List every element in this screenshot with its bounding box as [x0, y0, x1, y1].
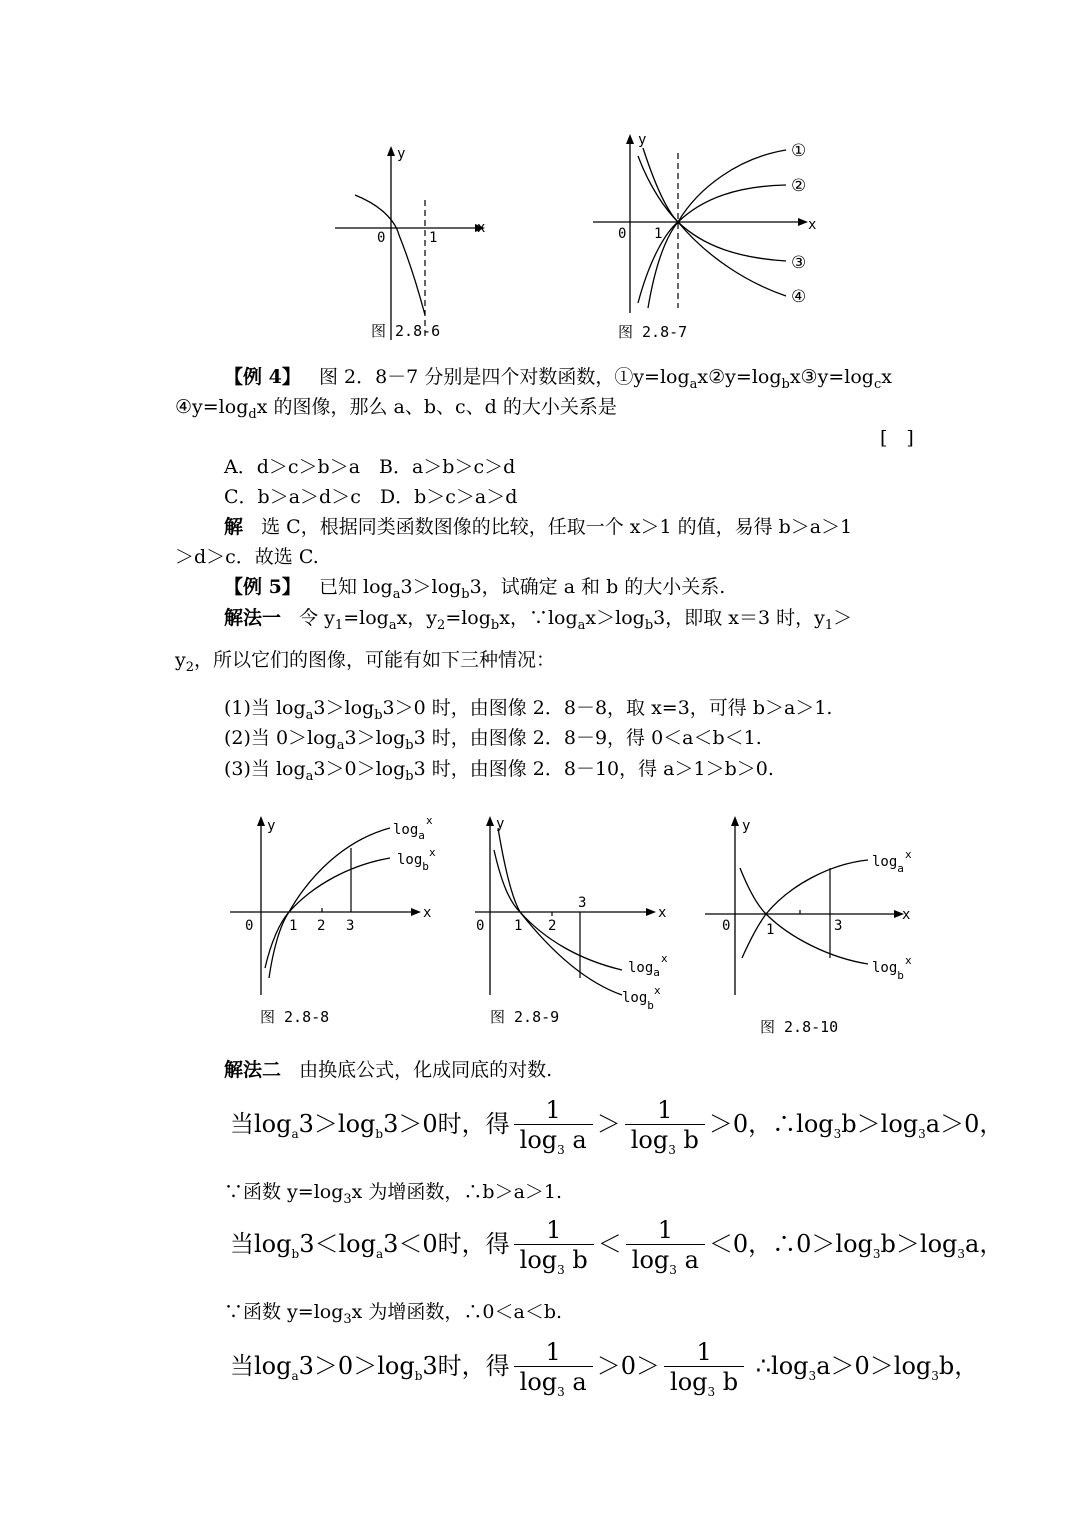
text-run: 3，试确定 a 和 b 的大小关系.: [469, 576, 726, 598]
subscript: 3: [833, 1127, 842, 1141]
subscript: 3: [808, 1369, 817, 1383]
text-run: 3 时，由图像 2．8－10，得 a＞1＞b＞0.: [413, 758, 774, 780]
text-run: =log: [445, 607, 491, 629]
fraction: [664, 1338, 744, 1397]
example-4-line-2: [175, 395, 617, 422]
formula-line-1: [230, 1096, 1003, 1155]
method-2-line: [224, 1058, 552, 1082]
tick-label-3: 3: [346, 918, 355, 934]
subscript: 3: [872, 1247, 881, 1261]
subscript: b: [291, 1247, 300, 1261]
subscript: 3: [343, 1192, 352, 1207]
text-run: log: [622, 990, 648, 1006]
options-a-b: A．d＞c＞b＞a B．a＞b＞c＞d: [224, 456, 516, 478]
text-run: b: [564, 1246, 588, 1274]
numerator: 1: [545, 1096, 561, 1124]
subscript: a: [305, 769, 314, 784]
text-run: x: [881, 366, 892, 388]
origin-label: 0: [245, 918, 254, 934]
axis-label-y: y: [638, 132, 647, 148]
numerator: 1: [657, 1216, 673, 1244]
text-run: x②y=log: [697, 366, 782, 388]
superscript: x: [429, 846, 436, 859]
example-4-line-1: [224, 365, 892, 392]
figure-2-8-10: [700, 810, 925, 1040]
figure-2-8-8: [225, 810, 450, 1030]
text-run: 3＞log: [313, 697, 375, 719]
solution-line-1: [224, 515, 852, 539]
method-1-tag: 解法一: [224, 607, 282, 629]
text-run: a＞0＞log: [816, 1352, 932, 1380]
note-1: [224, 1180, 563, 1207]
case-1: [224, 696, 833, 723]
axis-label-x: x: [477, 220, 486, 236]
text-run: ∵函数 y=log: [224, 1181, 344, 1203]
text-run: 图 2．8－7 分别是四个对数函数，①y=log: [318, 366, 690, 388]
text-run: b: [715, 1368, 739, 1396]
subscript: 2: [437, 618, 446, 633]
numerator: 1: [657, 1096, 673, 1124]
text-run: 3＞0 时，由图像 2．8－8，取 x=3，可得 b＞a＞1.: [382, 697, 833, 719]
subscript: a: [689, 377, 698, 392]
subscript: b: [647, 999, 654, 1012]
superscript: x: [905, 848, 912, 861]
denominator: [664, 1366, 744, 1397]
figure-caption: 图 2.8-9: [490, 1008, 560, 1026]
text-run: a: [676, 1246, 699, 1274]
subscript: b: [374, 708, 383, 723]
subscript: 2: [185, 660, 195, 675]
figure-2-8-7: [588, 128, 828, 348]
subscript: 3: [918, 1127, 926, 1141]
subscript: 3: [668, 1143, 676, 1157]
subscript: 3: [343, 1312, 352, 1327]
subscript: 3: [707, 1385, 716, 1399]
note-2: [224, 1300, 563, 1327]
curve-label-2: ②: [791, 176, 807, 196]
subscript: 1: [824, 618, 834, 633]
text-run: 当log: [230, 1352, 292, 1380]
fraction: [514, 1338, 593, 1397]
tick-label-2: 2: [317, 918, 326, 934]
method-2-tag: 解法二: [224, 1059, 282, 1081]
subscript: 3: [669, 1263, 677, 1277]
options-c-d: C．b＞a＞d＞c D．b＞c＞a＞d: [224, 486, 518, 508]
text-run: log: [630, 1126, 669, 1154]
text-run: log: [397, 852, 423, 868]
subscript: a: [388, 618, 397, 633]
numerator: 1: [546, 1216, 562, 1244]
superscript: x: [654, 984, 661, 997]
origin-label: 0: [618, 226, 627, 242]
text-run: ＜: [597, 1230, 622, 1258]
text-run: 令 y: [299, 607, 335, 629]
subscript: b: [490, 618, 500, 633]
text-run: log: [670, 1368, 708, 1396]
subscript: a: [305, 708, 314, 723]
text-run: 3＞log: [400, 576, 462, 598]
text-run: y: [175, 649, 186, 671]
denominator: [626, 1244, 705, 1275]
text-run: log: [872, 854, 898, 870]
subscript: 1: [334, 618, 344, 633]
text-run: x，∵log: [499, 607, 578, 629]
subscript: a: [897, 862, 904, 875]
denominator: [625, 1124, 705, 1155]
subscript: a: [653, 966, 660, 979]
text-run: 3＜log: [299, 1230, 376, 1258]
text-run: 3＞0＞log: [313, 758, 406, 780]
solution-tag: 解: [224, 516, 244, 538]
text-run: =log: [343, 607, 389, 629]
subscript: 3: [931, 1369, 939, 1383]
subscript: b: [781, 377, 790, 392]
solution-line-2: ＞d＞c．故选 C.: [175, 546, 319, 568]
formula-line-2: [230, 1216, 1003, 1275]
text-run: 3，即取 x＝3 时，y: [653, 607, 825, 629]
text-run: 由换底公式，化成同底的对数.: [299, 1059, 553, 1081]
method-1-line-1: [224, 606, 853, 633]
text-run: log: [631, 1246, 670, 1274]
subscript: c: [873, 377, 882, 392]
axis-label-x: x: [902, 907, 911, 923]
axis-label-x: x: [423, 905, 432, 921]
text-run: x＞log: [585, 607, 645, 629]
text-run: x 为增函数，∴b＞a＞1.: [351, 1181, 563, 1203]
text-run: log: [872, 960, 898, 976]
text-run: (2)当 0＞log: [224, 727, 337, 749]
text-run: log: [393, 822, 419, 838]
curve-label-a: [628, 960, 660, 979]
text-run: ∴log: [748, 1352, 809, 1380]
text-run: log: [519, 1246, 558, 1274]
text-run: a，: [965, 1230, 1004, 1258]
answer-bracket: [ ]: [880, 427, 914, 449]
numerator: 1: [545, 1338, 561, 1366]
tick-label-1: 1: [766, 922, 775, 938]
case-2: [224, 726, 762, 753]
subscript: d: [248, 407, 257, 422]
text-run: ，所以它们的图像，可能有如下三种情况：: [194, 649, 556, 671]
subscript: a: [336, 738, 345, 753]
method-1-line-2: [175, 648, 556, 675]
text-run: 3＜0时，得: [383, 1230, 510, 1258]
text-run: 3＞0＞log: [298, 1352, 415, 1380]
subscript: b: [405, 738, 414, 753]
subscript: b: [375, 1127, 384, 1141]
fraction: [626, 1216, 705, 1275]
numerator: 1: [696, 1338, 712, 1366]
subscript: b: [461, 587, 470, 602]
superscript: x: [905, 954, 912, 967]
text-run: 当log: [230, 1110, 292, 1138]
text-run: ＞0，∴log: [708, 1110, 834, 1138]
figure-caption: 图 2.8-6: [371, 322, 441, 340]
text-run: 3＞0时，得: [383, 1110, 510, 1138]
text-run: ＞: [833, 607, 853, 629]
fraction: [514, 1096, 593, 1155]
axis-label-y: y: [496, 816, 505, 832]
figure-2-8-6: [325, 140, 495, 345]
subscript: b: [897, 969, 904, 982]
subscript: b: [422, 860, 429, 873]
subscript: 3: [957, 1247, 966, 1261]
axis-label-y: y: [742, 818, 751, 834]
text-run: x，y: [396, 607, 438, 629]
text-run: (3)当 log: [224, 758, 306, 780]
text-run: b＞log: [841, 1110, 919, 1138]
text-run: a: [564, 1368, 587, 1396]
text-run: 已知 log: [318, 576, 393, 598]
text-run: x 的图像，那么 a、b、c、d 的大小关系是: [256, 396, 617, 418]
curve-label-4: ④: [791, 287, 807, 307]
tick-label-1: 1: [514, 918, 523, 934]
origin-label: 0: [377, 230, 386, 246]
origin-label: 0: [476, 918, 485, 934]
subscript: b: [405, 769, 414, 784]
text-run: log: [628, 960, 654, 976]
text-run: ＜0，∴0＞log: [708, 1230, 873, 1258]
text-run: ＞0＞: [596, 1352, 661, 1380]
example-5-line: [224, 575, 726, 602]
text-run: log: [519, 1126, 558, 1154]
text-run: 当log: [230, 1230, 292, 1258]
subscript: a: [375, 1247, 384, 1261]
figure-caption: 图 2.8-7: [618, 323, 688, 341]
figure-2-8-9: [470, 810, 690, 1030]
tick-label-1: 1: [289, 918, 298, 934]
curve-label-b: [397, 852, 429, 873]
example-5-tag: 【例 5】: [224, 576, 301, 598]
subscript: a: [291, 1127, 299, 1141]
text-run: 3时，得: [422, 1352, 510, 1380]
fraction: [625, 1096, 705, 1155]
denominator: [514, 1124, 593, 1155]
axis-label-x: x: [808, 217, 817, 233]
figure-caption: 图 2.8-8: [260, 1008, 330, 1026]
text-run: 3＞log: [344, 727, 406, 749]
case-3: [224, 757, 774, 784]
tick-label-3: 3: [578, 895, 587, 911]
formula-line-3: [230, 1338, 978, 1397]
curve-label-a: [393, 822, 425, 842]
curve-label-b: [622, 990, 654, 1012]
text-run: a: [564, 1126, 587, 1154]
subscript: a: [577, 618, 586, 633]
text-run: (1)当 log: [224, 697, 306, 719]
tick-label-1: 1: [429, 230, 438, 246]
subscript: a: [392, 587, 401, 602]
example-4-tag: 【例 4】: [224, 366, 301, 388]
text-run: x③y=log: [789, 366, 874, 388]
axis-label-x: x: [658, 905, 667, 921]
fraction: [514, 1216, 594, 1275]
text-run: ＞: [596, 1110, 621, 1138]
origin-label: 0: [722, 918, 731, 934]
text-run: ④y=log: [175, 396, 249, 418]
denominator: [514, 1244, 594, 1275]
text-run: b，: [938, 1352, 979, 1380]
text-run: a＞0，: [925, 1110, 1004, 1138]
curve-label-b: [872, 960, 904, 982]
text-run: x 为增函数，∴0＜a＜b.: [351, 1301, 563, 1323]
text-run: 选 C，根据同类函数图像的比较，任取一个 x＞1 的值，易得 b＞a＞1: [261, 516, 853, 538]
text-run: 3 时，由图像 2．8－9，得 0＜a＜b＜1.: [413, 727, 762, 749]
tick-label-1: 1: [654, 226, 663, 242]
superscript: x: [426, 814, 433, 827]
superscript: x: [661, 952, 668, 965]
figure-caption: 图 2.8-10: [760, 1018, 839, 1036]
curve-label-1: ①: [791, 141, 807, 161]
subscript: b: [414, 1369, 423, 1383]
subscript: 3: [557, 1263, 565, 1277]
curve-label-3: ③: [791, 253, 807, 273]
curve-label-a: [872, 854, 904, 875]
text-run: ∵函数 y=log: [224, 1301, 344, 1323]
subscript: 3: [557, 1385, 565, 1399]
text-run: b＞log: [880, 1230, 958, 1258]
denominator: [514, 1366, 593, 1397]
subscript: a: [418, 829, 425, 842]
subscript: a: [291, 1369, 299, 1383]
axis-label-y: y: [397, 146, 406, 162]
subscript: b: [644, 618, 654, 633]
axis-label-y: y: [267, 818, 276, 834]
text-run: log: [519, 1368, 558, 1396]
tick-label-3: 3: [834, 918, 843, 934]
tick-label-2: 2: [548, 918, 557, 934]
subscript: 3: [557, 1143, 565, 1157]
text-run: b: [675, 1126, 699, 1154]
text-run: 3＞log: [298, 1110, 376, 1138]
